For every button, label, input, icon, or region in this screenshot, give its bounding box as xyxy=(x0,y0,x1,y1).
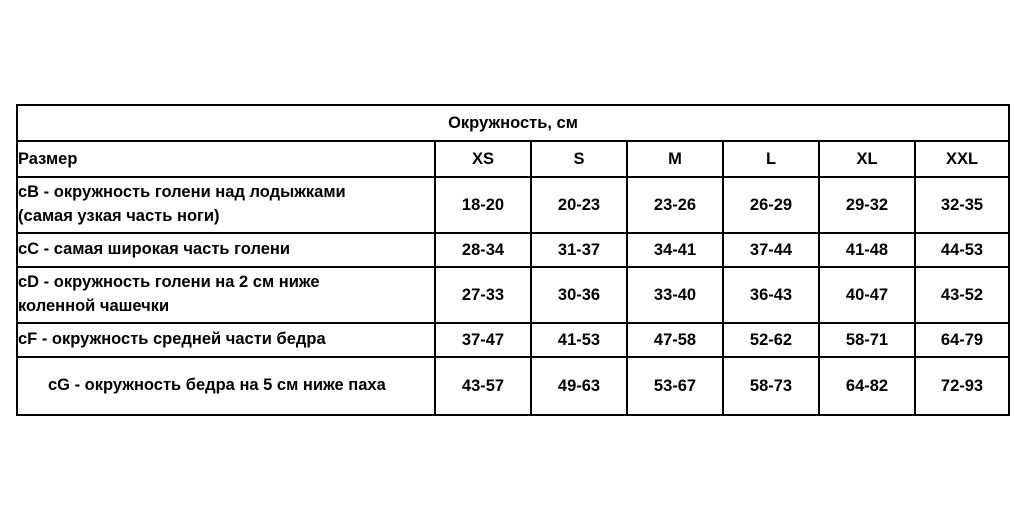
cell-cd-m: 33-40 xyxy=(627,267,723,323)
header-size-s: S xyxy=(531,141,627,177)
cell-cg-xxl: 72-93 xyxy=(915,357,1009,415)
row-label-cd-line2: коленной чашечки xyxy=(18,297,170,315)
table-row xyxy=(17,357,1009,415)
cell-cd-s: 30-36 xyxy=(531,267,627,323)
cell-cc-xxl: 44-53 xyxy=(915,233,1009,267)
row-label-cd-line1: cD - окружность голени на 2 см ниже xyxy=(18,273,320,292)
cell-cf-s: 41-53 xyxy=(531,323,627,357)
cell-cb-xs: 18-20 xyxy=(435,177,531,233)
header-size-l: L xyxy=(723,141,819,177)
cell-cb-l: 26-29 xyxy=(723,177,819,233)
table-title-row xyxy=(17,105,1009,141)
row-label-cb-line2: (самая узкая часть ноги) xyxy=(18,207,220,225)
cell-cf-l: 52-62 xyxy=(723,323,819,357)
cell-cc-xs: 28-34 xyxy=(435,233,531,267)
cell-cb-s: 20-23 xyxy=(531,177,627,233)
cell-cg-s: 49-63 xyxy=(531,357,627,415)
table-title: Окружность, см xyxy=(17,105,1009,141)
header-size-xs: XS xyxy=(435,141,531,177)
cell-cd-l: 36-43 xyxy=(723,267,819,323)
cell-cd-xs: 27-33 xyxy=(435,267,531,323)
row-label-cc xyxy=(17,233,435,267)
table-row xyxy=(17,177,1009,233)
cell-cb-xl: 29-32 xyxy=(819,177,915,233)
size-chart-sheet xyxy=(16,104,1008,416)
cell-cg-l: 58-73 xyxy=(723,357,819,415)
cell-cf-xl: 58-71 xyxy=(819,323,915,357)
cell-cc-s: 31-37 xyxy=(531,233,627,267)
cell-cf-m: 47-58 xyxy=(627,323,723,357)
cell-cg-xl: 64-82 xyxy=(819,357,915,415)
cell-cg-xs: 43-57 xyxy=(435,357,531,415)
table-header-row xyxy=(17,141,1009,177)
cell-cc-m: 34-41 xyxy=(627,233,723,267)
header-size-label: Размер xyxy=(17,141,435,177)
cell-cf-xs: 37-47 xyxy=(435,323,531,357)
cell-cf-xxl: 64-79 xyxy=(915,323,1009,357)
header-size-xxl: XXL xyxy=(915,141,1009,177)
row-label-cb xyxy=(17,177,435,233)
cell-cd-xl: 40-47 xyxy=(819,267,915,323)
cell-cc-xl: 41-48 xyxy=(819,233,915,267)
table-row xyxy=(17,267,1009,323)
row-label-cg-line1: cG - окружность бедра на 5 см ниже паха xyxy=(48,376,386,395)
row-label-cd xyxy=(17,267,435,323)
row-label-cb-line1: cB - окружность голени над лодыжками xyxy=(18,183,346,202)
cell-cc-l: 37-44 xyxy=(723,233,819,267)
row-label-cf xyxy=(17,323,435,357)
table-row xyxy=(17,233,1009,267)
size-chart-table xyxy=(16,104,1010,416)
row-label-cg xyxy=(17,357,435,415)
row-label-cf-line1: cF - окружность средней части бедра xyxy=(18,330,326,349)
cell-cg-m: 53-67 xyxy=(627,357,723,415)
table-row xyxy=(17,323,1009,357)
cell-cb-m: 23-26 xyxy=(627,177,723,233)
header-size-m: M xyxy=(627,141,723,177)
header-size-xl: XL xyxy=(819,141,915,177)
cell-cb-xxl: 32-35 xyxy=(915,177,1009,233)
row-label-cc-line1: cC - самая широкая часть голени xyxy=(18,240,291,259)
cell-cd-xxl: 43-52 xyxy=(915,267,1009,323)
